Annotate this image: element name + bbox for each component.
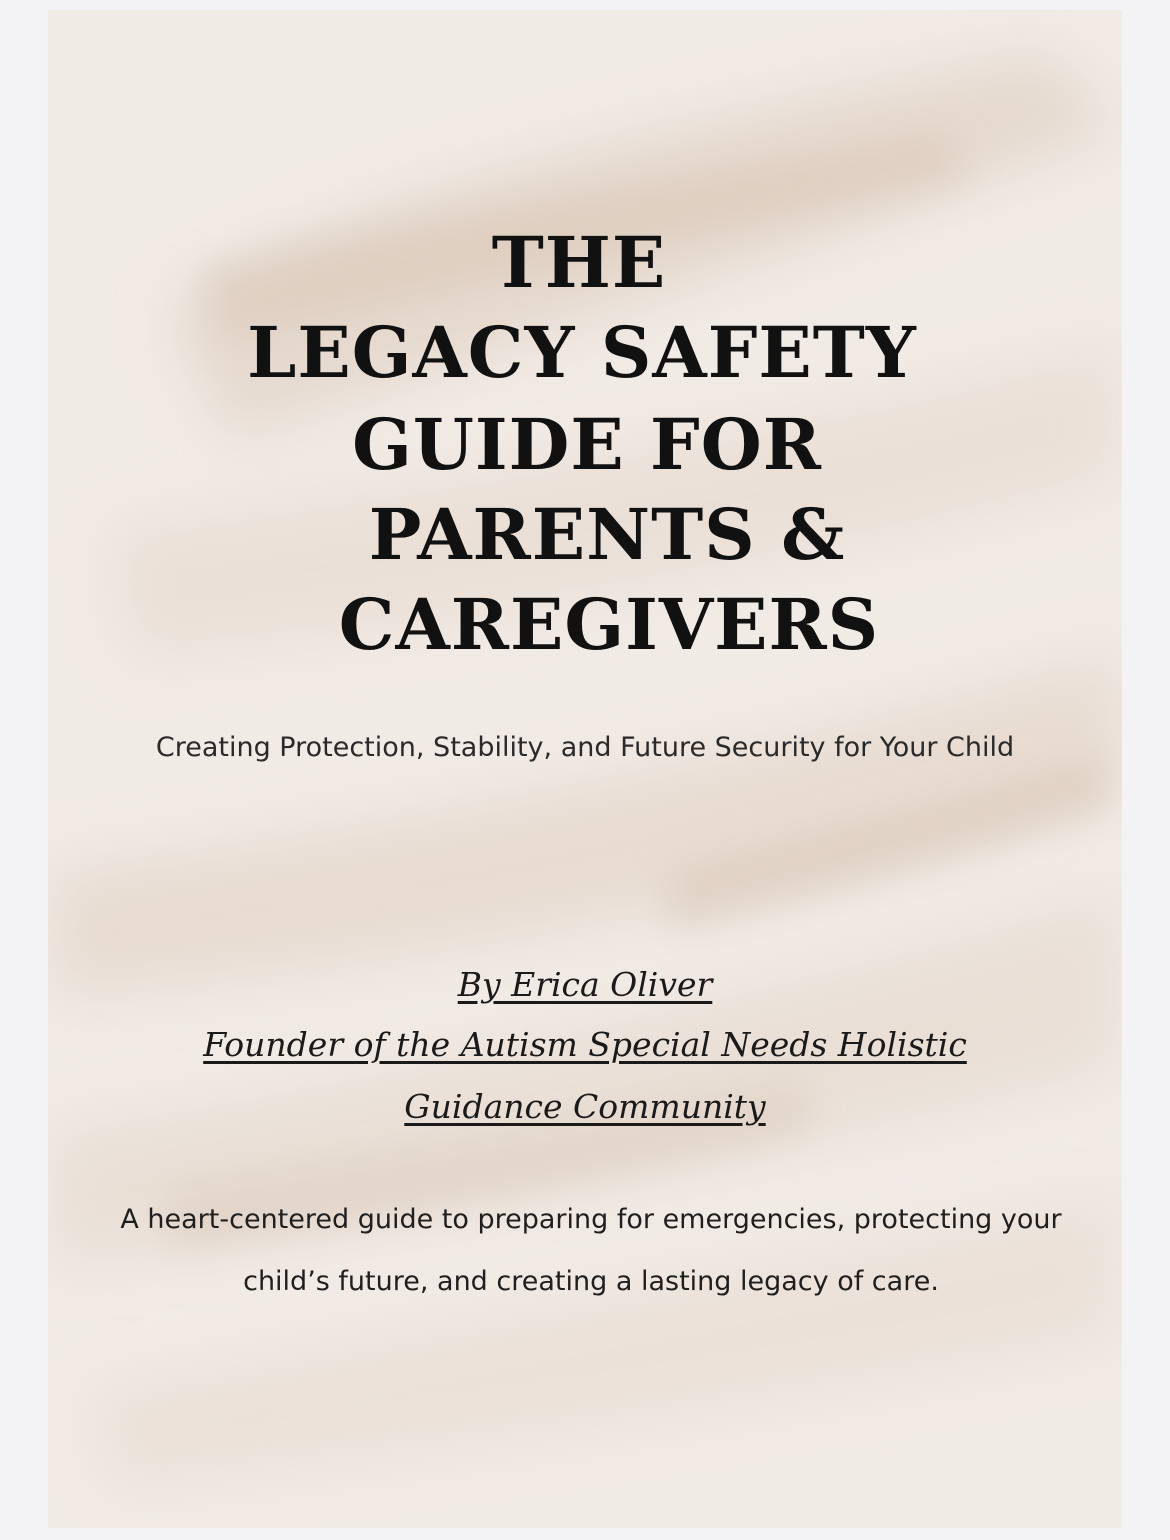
description-line-1: A heart-centered guide to preparing for emergencies, protecting your <box>120 1204 1062 1235</box>
title-line-2: LEGACY SAFETY <box>247 311 917 394</box>
title-line-3: GUIDE FOR <box>352 403 822 486</box>
author-affiliation-line-1: Founder of the Autism Special Needs Holistic <box>203 1025 967 1064</box>
subtitle: Creating Protection, Stability, and Future Security for Your Child <box>155 732 1015 763</box>
author-affiliation-line-2: Guidance Community <box>404 1087 766 1126</box>
author-byline: By Erica Oliver <box>457 965 713 1004</box>
book-cover <box>48 10 1122 1528</box>
title-line-5: CAREGIVERS <box>338 583 880 666</box>
title-line-1: THE <box>491 221 667 304</box>
title-line-4: PARENTS & <box>368 493 846 576</box>
description-line-2: child’s future, and creating a lasting legacy of care. <box>243 1266 939 1297</box>
